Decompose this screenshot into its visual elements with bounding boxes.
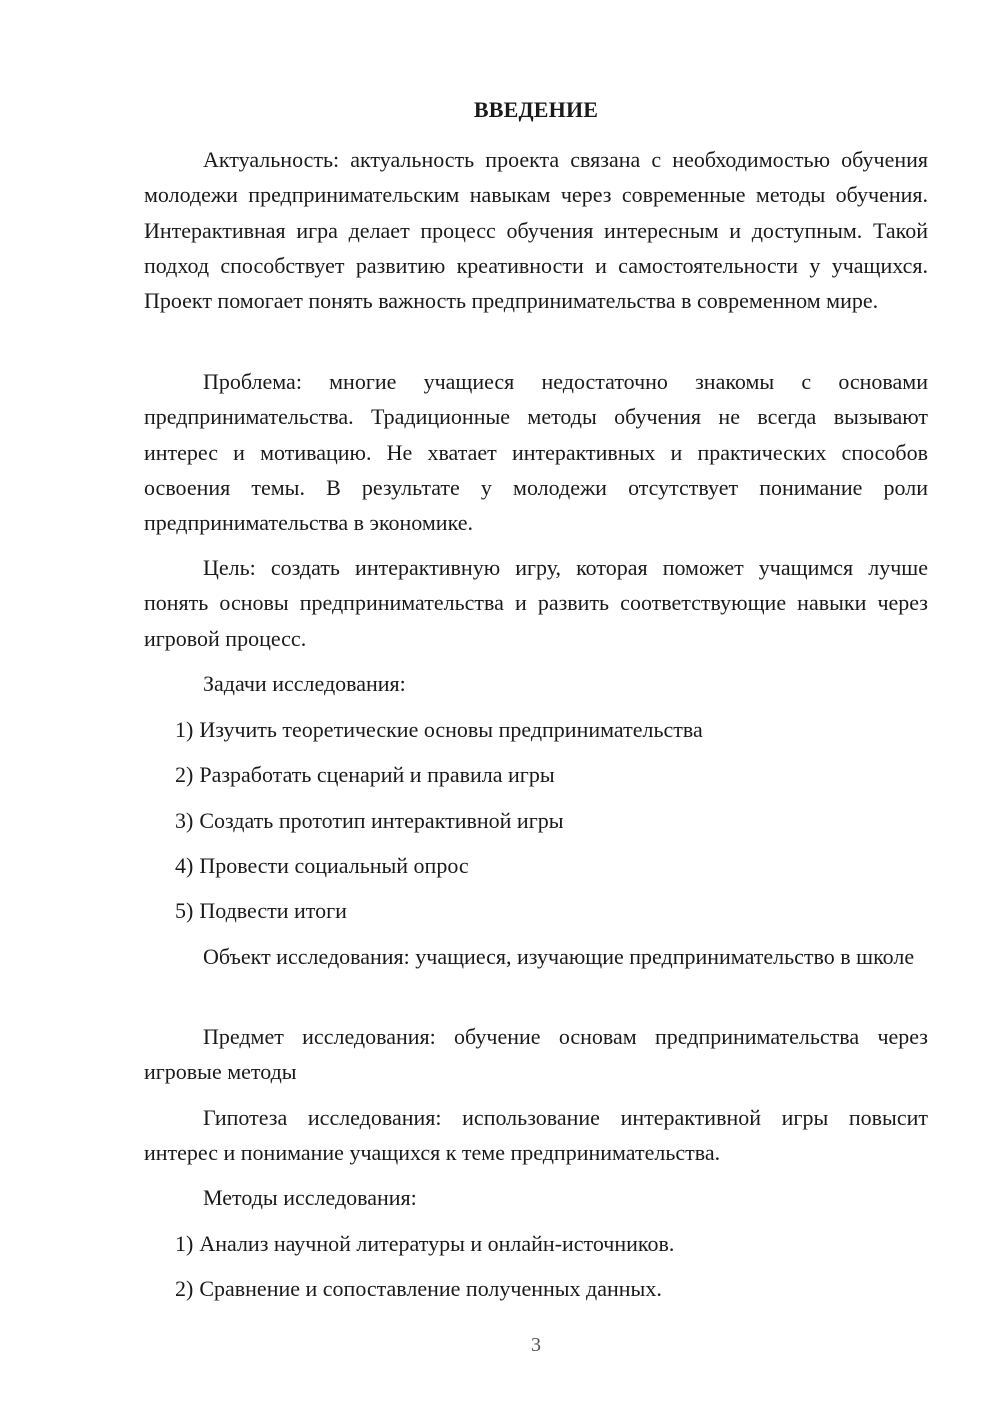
paragraph-problem: Проблема: многие учащиеся недостаточно знакомы с основами предпринимательства. Традиционные методы обучения не всегда вызывают интерес и мотивацию. Не хватает интерактивных и практических способов освоения темы. В результате у молодежи отсутствует понимание роли предпринимательства в экономике. xyxy=(144,369,928,536)
paragraph-hypothesis: Гипотеза исследования: использование интерактивной игры повысит интерес и понимание учащихся к теме предпринимательства. xyxy=(144,1105,928,1166)
list-item-text: Изучить теоретические основы предпринимательства xyxy=(199,717,703,742)
list-item-number: 2) xyxy=(175,762,194,787)
list-item xyxy=(175,1274,935,1304)
list-item-text: Провести социальный опрос xyxy=(199,853,469,878)
tasks-heading: Задачи исследования: xyxy=(203,671,406,696)
list-item-number: 3) xyxy=(175,808,194,833)
paragraph-object: Объект исследования: учащиеся, изучающие предпринимательство в школе xyxy=(203,944,915,969)
list-item xyxy=(175,760,935,790)
page-title: ВВЕДЕНИЕ xyxy=(473,97,599,122)
list-item-text: Разработать сценарий и правила игры xyxy=(199,762,555,787)
list-item-text: Подвести итоги xyxy=(199,898,347,923)
list-item-number: 1) xyxy=(175,717,194,742)
paragraph-relevance: Актуальность: актуальность проекта связана с необходимостью обучения молодежи предпринимательским навыкам через современные методы обучения. Интерактивная игра делает процесс обучения интересным и доступным. Такой подход способствует развитию креативности и самостоятельности у учащихся. Проект помогает понять важность предпринимательства в современном мире. xyxy=(144,147,928,314)
list-item xyxy=(175,896,935,926)
list-item xyxy=(175,1229,935,1259)
list-item-number: 1) xyxy=(175,1231,194,1256)
list-item xyxy=(175,851,935,881)
list-item-text: Создать прототип интерактивной игры xyxy=(199,808,564,833)
paragraph-goal: Цель: создать интерактивную игру, которая поможет учащимся лучше понять основы предпринимательства и развить соответствующие навыки через игровой процесс. xyxy=(144,555,928,651)
methods-heading: Методы исследования: xyxy=(203,1185,417,1210)
list-item xyxy=(175,806,935,836)
list-item xyxy=(175,715,935,745)
list-item-text: Анализ научной литературы и онлайн-источников. xyxy=(199,1231,675,1256)
list-item-text: Сравнение и сопоставление полученных данных. xyxy=(199,1276,662,1301)
page-number: 3 xyxy=(531,1334,541,1356)
list-item-number: 5) xyxy=(175,898,194,923)
paragraph-subject: Предмет исследования: обучение основам предпринимательства через игровые методы xyxy=(144,1024,928,1085)
list-item-number: 4) xyxy=(175,853,194,878)
list-item-number: 2) xyxy=(175,1276,194,1301)
